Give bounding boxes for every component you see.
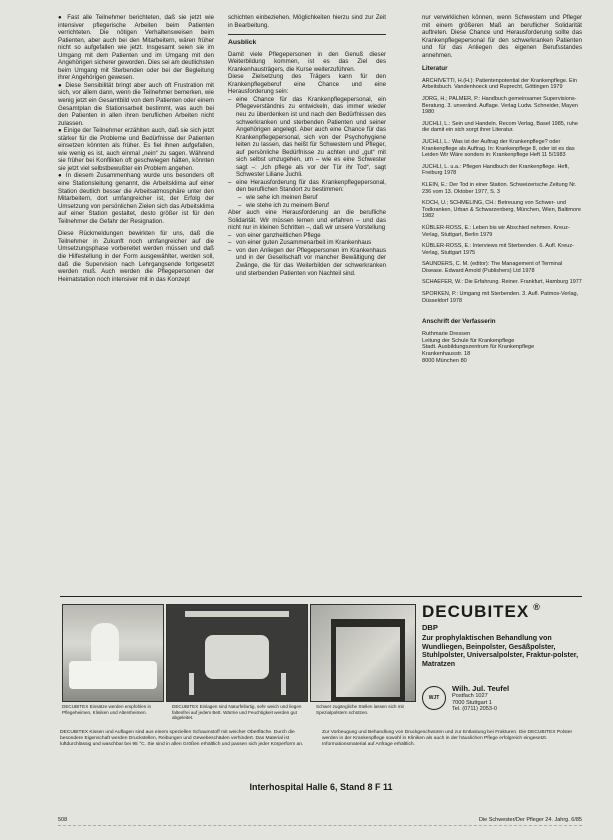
company-name: Wilh. Jul. Teufel bbox=[452, 684, 510, 693]
literature-entry: JUCHLI, L.: Sein und Handeln. Recom Verlag, Basel 1985, ruhe die damit ein sich sorgt ihrer Literatur. bbox=[422, 120, 578, 134]
ad-photo-cushion bbox=[166, 604, 308, 702]
ad-divider bbox=[60, 596, 582, 597]
literature-entry: JUCHLI, L. u.a.: Pflegen Handbuch der Krankenpflege. Heft, Freiburg 1978 bbox=[422, 163, 570, 177]
author-address-heading: Anschrift der Verfasserin bbox=[422, 318, 496, 326]
brand-patent: DBP bbox=[422, 623, 438, 632]
brand-name bbox=[422, 602, 582, 622]
text-column-3 bbox=[422, 14, 582, 365]
list-item: – eine Chance für das Krankenpflegepersonal, ein Pflegeverständnis zu entwickeln, das immer wieder neu zu überdenken ist und nach den Bedürfnissen des schwerkranken und sterbenden Patienten und seiner Angehörigen angelegt. Aber auch eine Chance für das Krankenpflegepersonal, sich von der Psychohygiene leiten zu lassen, das heißt für Schwestern und Pfleger, auf persönliche Bedürfnisse zu achten und „gut“ mit sich selbst umzugehen, um – wie es eine Schwester sagt –: „Ich pflege als vor der Tür ihr Tod“, sagt Schwester Liliane Juchli. bbox=[228, 96, 386, 179]
photo-figure bbox=[91, 623, 119, 663]
company-line: Tel. (0711) 2053-0 bbox=[452, 706, 497, 713]
ad-fine-print: DECUBITEX Kissen und Auflagen sind aus einem speziellen Schaumstoff mit weicher Oberfläche. Durch die besondere Eigenschaft werden Druckstellen, Reibungen und Gewebeschäden verhindert. Das Material ist luftdurchlässig und waschbar bei 95 °C. Sie sind in allen Größen erhältlich und passen sich jeder Körperform an. bbox=[60, 730, 304, 747]
company-line: 7000 Stuttgart 1 bbox=[452, 699, 492, 706]
photo-caption: DECUBITEX Einsätze werden empfohlen in Pflegeheimen, Kliniken und Altersheimen. bbox=[62, 704, 152, 715]
paragraph: Diese Rückmeldungen bewirkten für uns, daß die Teilnehmer in Zukunft noch umfangreicher auf die Umsetzungsphase vorbereitet werden müssen und daß die Hilfestellung in der Form ausgewählter, werden soll, daß die Supervision nach Lehrgangsende fortgesetzt werden muß. Auch werden die Pflegepersonen der Heimatstation noch intensiver mit in das Konzept bbox=[58, 230, 214, 283]
paragraph: ● Einige der Teilnehmer erzählten auch, daß sie sich jetzt stärker für die Probleme und Bedürfnisse der Patienten einsetzen könnten als früher. Es fiel ihnen aufgefallen, wie wenig es ist, auch einmal „nein“ zu sagen. Während sie früher bei Konflikten oft geschwiegen hätten, könnten sie jetzt viel selbstbewußter ein Problem angehen. bbox=[58, 127, 214, 172]
literature-entry: KOCH, U.; SCHMELING, CH.: Betreuung von Schwer- und Todkranken, Urban & Schwarzenberg, München, Wien, Baltimore 1982 bbox=[422, 200, 581, 220]
address-line: 8000 München 80 bbox=[422, 358, 467, 364]
text-column-1 bbox=[58, 14, 214, 283]
list-item: – eine Herausforderung für das Krankenpflegepersonal, den beruflichen Standort zu bestimmen: bbox=[228, 179, 386, 194]
journal-footer: Die Schwester/Der Pfleger 24. Jahrg. 6/85 bbox=[478, 817, 582, 823]
paragraph: Damit viele Pflegepersonen in den Genuß dieser Weiterbildung kommen, ist es das Ziel des Krankenhausträgers, die Kurse weiterzuführen. bbox=[228, 50, 386, 73]
paragraph: ● Diese Sensibilität bringt aber auch oft Frustration mit sich, vor allem dann, wenn die Teilnehmer bemerken, wie wenig jetzt ein Gesamtbild von dem Patienten oder einem Gesamtplan die Stationsarbeit bestimmt, was auch bei den Patienten in allen ihren beruflichen Arbeiten nicht zulassen. bbox=[58, 81, 214, 127]
list-item: – von einer guten Zusammenarbeit im Krankenhaus bbox=[228, 239, 386, 247]
literature-entry: KÜBLER-ROSS, E.: Leben bis wir Abschied nehmen. Kreuz-Verlag, Stuttgart, Berlin 1979 bbox=[422, 224, 570, 238]
fair-stand-notice: Interhospital Halle 6, Stand 8 F 11 bbox=[249, 782, 393, 792]
company-block bbox=[422, 684, 582, 713]
list-item: – wie stehe ich zu meinem Beruf bbox=[238, 202, 386, 210]
company-logo-icon: WJT bbox=[422, 686, 446, 710]
literature-entry: KLEIN, E.: Der Tod in einer Station. Schweizerische Zeitung Nr. 236 vom 13. Oktober 1977, S. 3 bbox=[422, 181, 577, 195]
photo-leg bbox=[281, 673, 286, 695]
advertisement bbox=[60, 596, 582, 801]
registered-mark: ® bbox=[533, 602, 541, 612]
brand-description: Zur prophylaktischen Behandlung von Wundliegen, Beinpolster, Gesäßpolster, Stuhlpolster, Universalpolster, Fraktur-polster, Matratzen bbox=[422, 634, 579, 668]
photo-caption: Schwer zugängliche Stellen lassen sich mit Spezialpolstern schützen. bbox=[316, 704, 404, 715]
page-edge-rule bbox=[58, 825, 582, 826]
photo-chair bbox=[331, 619, 405, 702]
ad-photo-chair bbox=[310, 604, 416, 702]
dash-list bbox=[228, 232, 386, 277]
paragraph: Diese Zielsetzung des Trägers kann für den Krankenpflegeberuf eine Chance und eine Herausforderung sein: bbox=[228, 73, 386, 96]
paragraph: nur verwirklichen können, wenn Schwestern und Pfleger mit einem größeren Maß an beruflicher Solidarität auftreten. Diese Chance und Herausforderung sollte das Krankenpflegepersonal für den schwerkranken Patienten und für das Anliegen des eigenen Berufsstandes annehmen. bbox=[422, 14, 582, 59]
photo-cushion bbox=[205, 635, 269, 679]
company-line: Postfach 1027 bbox=[452, 693, 488, 699]
list-item: – von einer ganzheitlichen Pflege bbox=[228, 232, 386, 240]
sub-list bbox=[228, 194, 386, 209]
section-divider bbox=[228, 34, 386, 35]
literature-entry: SCHAEFER, W.: Die Erfahrung. Reiner. Frankfurt, Hamburg 1977 bbox=[422, 279, 582, 286]
list-item: – wie sehe ich meinen Beruf bbox=[238, 194, 386, 202]
list-item: – von den Anliegen der Pflegepersonen im Krankenhaus und in der Gesellschaft vor mancher Bewältigung der Zwänge, die für das Weiterbilden der schwerkranken und sterbenden Patienten von Nachteil sind. bbox=[228, 247, 386, 277]
literature-entry: KÜBLER-ROSS, E.: Interviews mit Sterbenden. 6. Aufl. Kreuz-Verlag, Stuttgart 1975 bbox=[422, 243, 574, 256]
paragraph: ● Fast alle Teilnehmer berichteten, daß sie jetzt wie intensiver pflegerische Arbeiten beim Patienten verrichteten. Die nötigen Verhaltensweisen beim Patienten, aber auch bei den Mitarbeitern, wären früher nicht so aufgefallen wie jetzt. Insgesamt seien sie im Umgang mit dem Patienten und im Umgang mit den Angehörigen sicherer geworden. Dies sei am deutlichsten beim Umgang mit Sterbenden oder bei der Begleitung ihrer Angehörigen gewesen. bbox=[58, 14, 214, 82]
brand-wordmark: DECUBITEX bbox=[422, 602, 530, 621]
section-heading: Ausblick bbox=[228, 39, 257, 47]
literature-heading: Literatur bbox=[422, 65, 448, 73]
photo-caption: DECUBITEX Einlagen sind Naturfellartig, sehr weich und liegen faltenfrei auf jedem Bett. Wärme und Feuchtigkeit werden gut abgeleitet. bbox=[172, 704, 302, 721]
company-details bbox=[452, 684, 509, 713]
ad-brand-block bbox=[422, 602, 582, 668]
literature-entry: SAUNDERS, C. M. (editor): The Management of Terminal Disease. Edward Arnold (Publishers) Ltd 1978 bbox=[422, 261, 563, 274]
dash-list bbox=[228, 96, 386, 194]
address-line: Stadt. Ausbildungszentrum für Krankenpflege bbox=[422, 344, 535, 351]
literature-entry: JORG, H.; PALMER, P.: Handbuch gemeinsamer Supervisions-Beratung. 3. unveränd. Auflage. Verlag Ludw. Schneider, Mayen 1980 bbox=[422, 96, 578, 116]
photo-rack bbox=[185, 611, 289, 617]
paragraph: schichten einbeziehen. Möglichkeiten hierzu sind zur Zeit in Bearbeitung. bbox=[228, 14, 386, 29]
ad-fine-print: Zur Vorbeugung und Behandlung von Druckgeschwüren und zur Entlastung bei Frakturen. Die DECUBITEX Polster werden in der Krankenpflege sowohl in Kliniken als auch in der häuslichen Pflege erfolgreich eingesetzt. Informationsmaterial auf Anfrage erhältlich. bbox=[322, 730, 573, 747]
photo-bed bbox=[69, 661, 157, 689]
literature-entry: ARCHIVETTI, H.(H.): Patientenpotential der Krankenpflege. Ein Arbeitsbuch. Vandenhoeck und Ruprecht, Göttingen 1979 bbox=[422, 77, 577, 91]
ad-photo-nurse-bed bbox=[62, 604, 164, 702]
literature-entry: SPORKEN, P.: Umgang mit Sterbenden. 3. Aufl. Patmos-Verlag, Düsseldorf 1978 bbox=[422, 291, 579, 304]
literature-entry: JUCHLI, L.: Was ist der Auftrag der Krankenpflege? oder Krankenpflege als Auftrag. In: Krankenpflege 8, oder ist es das Leiden Wir Wäre sonders in: Krankenpflege Heft 11 5/1983 bbox=[422, 138, 575, 159]
address-line: Leitung der Schule für Krankenpflege bbox=[422, 337, 515, 344]
paragraph: ● In diesem Zusammenhang wurde uns besonders oft eine Stationsleitung genannt, die Arbeitsklima auf einer Station deutlich besser die Arbeitsatmosphäre unter den Mitarbeitern, dort umfangreicher ist, der Erfolg der Umsetzung von persönlichen Zielen sich das Arbeitsklima auf einer Station gestaltet, desto größer ist für den Teilnehmer die Gefahr der Resignation. bbox=[58, 172, 214, 225]
page-number: 508 bbox=[58, 817, 68, 823]
photo-leg bbox=[189, 673, 194, 695]
text-column-2 bbox=[228, 14, 386, 277]
literature-list bbox=[422, 78, 582, 304]
address-line: Krankenhausstr. 18 bbox=[422, 351, 471, 358]
paragraph: Aber auch eine Herausforderung an die berufliche Solidarität. Wir müssen lernen und erfahren – und das nicht nur in kleinen Schritten –, daß wir unsere Vorstellung bbox=[228, 209, 386, 232]
address-line: Ruthmarie Dressen bbox=[422, 330, 471, 337]
